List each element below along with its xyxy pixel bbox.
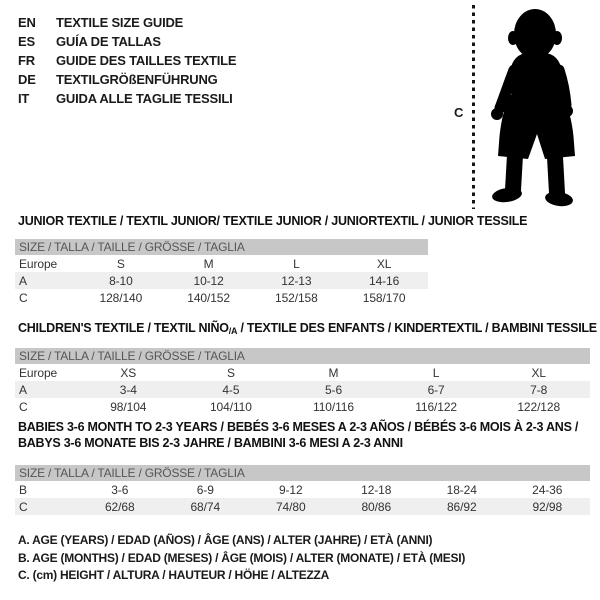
language-row <box>18 13 236 32</box>
size-table-babies <box>15 465 590 515</box>
section-title-children <box>18 321 597 336</box>
size-cell: L <box>293 256 300 271</box>
language-title: GUIDA ALLE TAGLIE TESSILI <box>56 91 233 106</box>
value-cell: 9-12 <box>278 482 303 497</box>
value-cell: 3-6 <box>111 482 129 497</box>
value-cell: 80/86 <box>361 499 392 514</box>
size-cell: XL <box>531 365 546 380</box>
size-cell: S <box>226 365 235 380</box>
value-cell: 3-4 <box>119 382 137 397</box>
section-title-junior: JUNIOR TEXTILE / TEXTIL JUNIOR/ TEXTILE JUNIOR / JUNIORTEXTIL / JUNIOR TESSILE <box>18 214 528 228</box>
section-title-line: BABYS 3-6 MONATE BIS 2-3 JAHRE / BAMBINI 3-6 MESI A 2-3 ANNI <box>18 435 403 450</box>
language-title: GUÍA DE TALLAS <box>56 34 161 49</box>
value-cell: 86/92 <box>446 499 477 514</box>
value-cell: 116/122 <box>415 399 457 414</box>
height-measure-label: C <box>454 105 464 120</box>
table-row-europe <box>15 255 428 272</box>
section-title-part: CHILDREN'S TEXTILE / TEXTIL NIÑO <box>18 321 229 335</box>
size-header-bar: SIZE / TALLA / TAILLE / GRÖSSE / TAGLIA <box>15 239 428 255</box>
legend <box>18 533 465 586</box>
value-cell: 12-13 <box>281 273 312 288</box>
language-row <box>18 32 236 51</box>
table-row-age <box>15 381 590 398</box>
value-cell: 128/140 <box>99 290 143 305</box>
value-cell: 140/152 <box>187 290 230 305</box>
section-title-part: / TEXTILE DES ENFANTS / KINDERTEXTIL / BAMBINI TESSILE <box>237 321 597 335</box>
size-table-junior <box>15 239 428 306</box>
height-dashed-line <box>472 5 475 209</box>
table-row-height <box>15 289 428 306</box>
value-cell: 14-16 <box>369 273 400 288</box>
value-cell: 92/98 <box>532 499 563 514</box>
size-cell: L <box>432 365 440 380</box>
row-label-cell: A <box>19 273 27 288</box>
language-title: TEXTILE SIZE GUIDE <box>56 15 184 30</box>
value-cell: 62/68 <box>104 499 135 514</box>
language-row <box>18 70 236 89</box>
row-label-cell: C <box>19 399 28 414</box>
row-label-cell: Europe <box>19 256 58 271</box>
baby-silhouette <box>481 7 593 207</box>
size-header-bar: SIZE / TALLA / TAILLE / GRÖSSE / TAGLIA <box>15 348 590 364</box>
value-cell: 6-9 <box>196 482 214 497</box>
language-code: FR <box>18 53 35 68</box>
table-row-age-months <box>15 481 590 498</box>
footnote-age-months: B. AGE (MONTHS) / EDAD (MESES) / ÂGE (MOIS) / ALTER (MONATE) / ETÀ (MESI) <box>18 550 466 565</box>
value-cell: 24-36 <box>532 482 563 497</box>
footnote-age-years: A. AGE (YEARS) / EDAD (AÑOS) / ÂGE (ANS) / ALTER (JAHRE) / ETÀ (ANNI) <box>18 533 433 547</box>
size-cell: XS <box>120 365 137 380</box>
value-cell: 158/170 <box>362 290 406 305</box>
section-title-line: BABIES 3-6 MONTH TO 2-3 YEARS / BEBÉS 3-6 MESES A 2-3 AÑOS / BÉBÉS 3-6 MOIS À 2-3 ANS / <box>18 420 579 434</box>
row-label-cell: A <box>19 382 27 397</box>
row-label-cell: Europe <box>19 365 58 380</box>
size-cell: M <box>328 365 339 380</box>
value-cell: 6-7 <box>427 382 445 397</box>
size-cell: XL <box>376 256 392 271</box>
value-cell: 7-8 <box>530 382 548 397</box>
value-cell: 8-10 <box>109 273 133 288</box>
language-list <box>18 13 236 108</box>
row-label-cell: C <box>19 499 28 514</box>
value-cell: 98/104 <box>110 399 147 414</box>
language-row <box>18 51 236 70</box>
language-code: DE <box>18 72 36 87</box>
value-cell: 10-12 <box>193 273 224 288</box>
size-header-bar: SIZE / TALLA / TAILLE / GRÖSSE / TAGLIA <box>15 465 590 481</box>
language-title: TEXTILGRÖßENFÜHRUNG <box>56 72 218 87</box>
value-cell: 74/80 <box>275 499 306 514</box>
size-cell: S <box>116 256 125 271</box>
value-cell: 5-6 <box>324 382 343 397</box>
row-label-cell: C <box>19 290 28 305</box>
table-row-europe <box>15 364 590 381</box>
value-cell: 110/116 <box>313 399 354 414</box>
row-label-cell: B <box>19 482 27 497</box>
language-row <box>18 89 236 108</box>
language-code: EN <box>18 15 36 30</box>
size-table-children <box>15 348 590 415</box>
table-row-height <box>15 398 590 415</box>
language-title: GUIDE DES TAILLES TEXTILE <box>56 53 237 68</box>
size-cell: M <box>203 256 214 271</box>
value-cell: 4-5 <box>222 382 240 397</box>
value-cell: 68/74 <box>190 499 221 514</box>
footnote-height: C. (cm) HEIGHT / ALTURA / HAUTEUR / HÖHE / ALTEZZA <box>18 568 330 582</box>
value-cell: 152/158 <box>275 290 318 305</box>
table-row-age <box>15 272 428 289</box>
value-cell: 18-24 <box>446 482 477 497</box>
section-title-babies <box>18 420 578 451</box>
table-row-height <box>15 498 590 515</box>
value-cell: 104/110 <box>209 399 252 414</box>
section-title-subscript: /A <box>228 326 238 336</box>
language-code: IT <box>18 91 30 106</box>
language-code: ES <box>18 34 35 49</box>
value-cell: 12-18 <box>361 482 392 497</box>
value-cell: 122/128 <box>517 399 561 414</box>
